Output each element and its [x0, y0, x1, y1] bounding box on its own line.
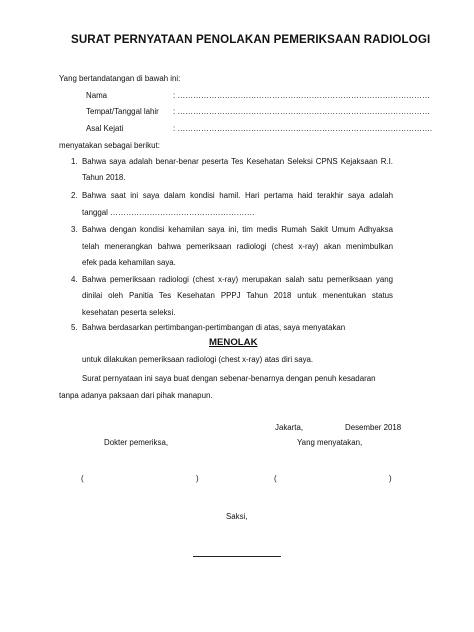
item-line: Bahwa saat ini saya dalam kondisi hamil. Hari pertama haid terakhir saya adalah	[82, 191, 393, 200]
item-line: kesehatan peserta seleksi.	[82, 308, 176, 317]
letter-title: SURAT PERNYATAAN PENOLAKAN PEMERIKSAAN RADIOLOGI	[71, 33, 431, 46]
date-text: Desember 2018	[345, 423, 402, 432]
item-line: telah menerangkan bahwa pemeriksaan radiologi (chest x-ray) akan menimbulkan	[82, 242, 393, 251]
item-line: tanggal ……………………………………………….	[82, 208, 255, 217]
witness-signature-line	[193, 556, 281, 557]
declarant-label: Yang menyatakan,	[297, 438, 363, 447]
item-number: 3.	[71, 225, 78, 234]
item-line: efek pada kehamilan saya.	[82, 258, 176, 267]
field-birth-dots: : ……………………………………………………………………………………	[173, 107, 430, 116]
doctor-paren-open: (	[81, 474, 84, 483]
item-line: Bahwa berdasarkan pertimbangan-pertimbangan di atas, saya menyatakan	[82, 323, 346, 332]
item-number: 4.	[71, 275, 78, 284]
field-name-dots: : ……………………………………………………………………………………	[173, 91, 430, 100]
field-birth-label: Tempat/Tanggal lahir	[86, 107, 159, 116]
item-line: Bahwa pemeriksaan radiologi (chest x-ray) merupakan salah satu pemeriksaan yang	[82, 275, 393, 284]
item-number: 2.	[71, 191, 78, 200]
declarant-paren-close: )	[389, 474, 392, 483]
item-line: Bahwa dengan kondisi kehamilan saya ini, tim medis Rumah Sakit Umum Adhyaksa	[82, 225, 393, 234]
closing-line-1: Surat pernyataan ini saya buat dengan sebenar-benarnya dengan penuh kesadaran	[82, 374, 376, 383]
intro-text: Yang bertandatangan di bawah ini:	[59, 74, 181, 83]
item-line: Bahwa saya adalah benar-benar peserta Tes Kesehatan Seleksi CPNS Kejaksaan R.I.	[82, 157, 393, 166]
after-menolak-text: untuk dilakukan pemeriksaan radiologi (chest x-ray) atas diri saya.	[82, 355, 314, 364]
doctor-label: Dokter pemeriksa,	[104, 438, 169, 447]
item-number: 1.	[71, 157, 78, 166]
declarant-paren-open: (	[274, 474, 277, 483]
item-line: Tahun 2018.	[82, 173, 126, 182]
closing-line-2: tanpa adanya paksaan dari pihak manapun.	[59, 391, 213, 400]
item-line: dinilai oleh Panitia Tes Kesehatan PPPJ Tahun 2018 untuk menentukan status	[82, 291, 393, 300]
item-number: 5.	[71, 323, 78, 332]
doctor-paren-close: )	[196, 474, 199, 483]
place-text: Jakarta,	[275, 423, 304, 432]
field-name-label: Nama	[86, 91, 108, 100]
menolak-heading: MENOLAK	[209, 337, 258, 348]
field-kejati-label: Asal Kejati	[86, 124, 124, 133]
declare-text: menyatakan sebagai berikut:	[59, 141, 160, 150]
field-kejati-dots: : …………………………………………………………………………………….	[173, 124, 433, 133]
witness-label: Saksi,	[226, 512, 248, 521]
